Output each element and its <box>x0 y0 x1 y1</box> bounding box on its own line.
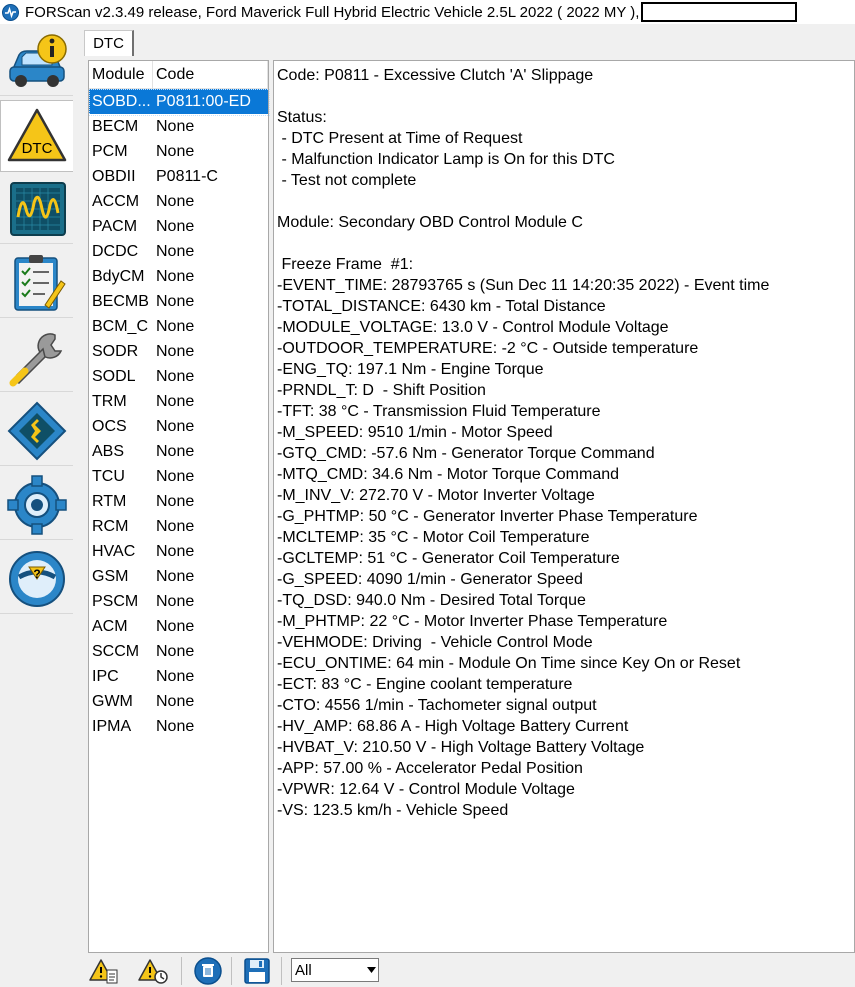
detail-line: -ECU_ONTIME: 64 min - Module On Time since Key On or Reset <box>277 655 741 672</box>
module-name-cell: IPC <box>92 667 119 685</box>
module-row[interactable] <box>89 239 268 264</box>
module-name-cell: BCM_C <box>92 317 149 335</box>
module-row[interactable] <box>89 289 268 314</box>
clear-dtc-button[interactable] <box>138 957 168 985</box>
module-row[interactable] <box>89 264 268 289</box>
oscilloscope-icon <box>5 179 69 239</box>
module-name-cell: PSCM <box>92 592 139 610</box>
detail-line: -M_SPEED: 9510 1/min - Motor Speed <box>277 424 553 441</box>
module-row[interactable] <box>89 339 268 364</box>
detail-line: - DTC Present at Time of Request <box>277 130 523 147</box>
detail-line: Code: P0811 - Excessive Clutch 'A' Slippage <box>277 67 594 84</box>
detail-line: -MTQ_CMD: 34.6 Nm - Motor Torque Command <box>277 466 620 483</box>
bottom-toolbar <box>73 953 855 987</box>
module-name-cell: DCDC <box>92 242 139 260</box>
dtc-code-cell: None <box>156 117 195 135</box>
detail-line: -HVBAT_V: 210.50 V - High Voltage Battery Voltage <box>277 739 645 756</box>
floppy-disk-icon <box>243 957 271 985</box>
dtc-filter-select[interactable] <box>291 958 379 982</box>
module-row[interactable] <box>89 664 268 689</box>
module-name-cell: GSM <box>92 567 129 585</box>
dtc-code-cell: None <box>156 217 195 235</box>
detail-line: -PRNDL_T: D - Shift Position <box>277 382 486 399</box>
erase-icon <box>193 957 223 985</box>
detail-line: -TOTAL_DISTANCE: 6430 km - Total Distance <box>277 298 606 315</box>
detail-line: -HV_AMP: 68.86 A - High Voltage Battery Current <box>277 718 629 735</box>
module-row[interactable] <box>89 314 268 339</box>
tab-dtc[interactable]: DTC <box>84 30 134 56</box>
dtc-code-cell: None <box>156 367 195 385</box>
detail-line: -GCLTEMP: 51 °C - Generator Coil Temperature <box>277 550 620 567</box>
toolbar-separator <box>181 957 182 985</box>
warning-document-icon <box>89 958 119 984</box>
dtc-code-cell: None <box>156 267 195 285</box>
dtc-details-panel <box>273 60 855 953</box>
dtc-code-cell: None <box>156 442 195 460</box>
dtc-code-cell: None <box>156 467 195 485</box>
module-name-cell: ABS <box>92 442 125 460</box>
dtc-warning-icon <box>5 106 69 166</box>
nav-tests-button[interactable] <box>0 248 73 318</box>
module-name-cell: BECM <box>92 117 139 135</box>
detail-line <box>277 233 854 254</box>
module-row[interactable] <box>89 514 268 539</box>
nav-dtc-button[interactable] <box>0 100 73 172</box>
module-name-cell: SODR <box>92 342 139 360</box>
module-list-header <box>89 61 268 89</box>
car-info-icon <box>5 31 69 91</box>
nav-configuration-button[interactable] <box>0 396 73 466</box>
detail-line <box>277 86 854 107</box>
module-name-cell: SOBD... <box>92 92 151 110</box>
detail-line: -OUTDOOR_TEMPERATURE: -2 °C - Outside temperature <box>277 340 699 357</box>
module-name-cell: OBDII <box>92 167 136 185</box>
dtc-code-cell: None <box>156 642 195 660</box>
detail-line: Status: <box>277 109 327 126</box>
window-title: FORScan v2.3.49 release, Ford Maverick Full Hybrid Electric Vehicle 2.5L 2022 ( 2022 MY ), <box>25 3 640 21</box>
dtc-code-cell: None <box>156 567 195 585</box>
module-name-cell: GWM <box>92 692 133 710</box>
dtc-code-cell: None <box>156 142 195 160</box>
column-header-module[interactable]: Module <box>89 61 153 89</box>
detail-line: -GTQ_CMD: -57.6 Nm - Generator Torque Command <box>277 445 655 462</box>
dtc-code-cell: None <box>156 192 195 210</box>
left-toolbar <box>0 24 73 987</box>
detail-line: -ECT: 83 °C - Engine coolant temperature <box>277 676 573 693</box>
dtc-code-cell: P0811-C <box>156 167 218 185</box>
redacted-vin-box <box>641 2 797 22</box>
module-row[interactable] <box>89 714 268 739</box>
dtc-code-cell: None <box>156 542 195 560</box>
detail-line: Freeze Frame #1: <box>277 256 414 273</box>
module-row[interactable] <box>89 689 268 714</box>
dtc-icon-label: DTC <box>21 140 53 157</box>
toolbar-separator <box>231 957 232 985</box>
title-bar <box>0 0 855 24</box>
module-row[interactable] <box>89 114 268 139</box>
save-button[interactable] <box>242 957 272 985</box>
module-row[interactable] <box>89 164 268 189</box>
dtc-code-cell: None <box>156 417 195 435</box>
module-row[interactable] <box>89 539 268 564</box>
nav-settings-button[interactable] <box>0 470 73 540</box>
module-name-cell: ACM <box>92 617 128 635</box>
help-icon <box>5 549 69 609</box>
erase-button[interactable] <box>193 957 223 985</box>
module-row[interactable] <box>89 639 268 664</box>
detail-line: -CTO: 4556 1/min - Tachometer signal output <box>277 697 597 714</box>
detail-line: -G_SPEED: 4090 1/min - Generator Speed <box>277 571 583 588</box>
module-list[interactable] <box>88 60 269 953</box>
detail-line: -TFT: 38 °C - Transmission Fluid Temperature <box>277 403 601 420</box>
dtc-code-cell: None <box>156 342 195 360</box>
module-name-cell: ACCM <box>92 192 140 210</box>
detail-line <box>277 191 854 212</box>
detail-line: -VS: 123.5 km/h - Vehicle Speed <box>277 802 509 819</box>
module-name-cell: PACM <box>92 217 138 235</box>
detail-line: -ENG_TQ: 197.1 Nm - Engine Torque <box>277 361 544 378</box>
module-row[interactable] <box>89 464 268 489</box>
module-row[interactable] <box>89 414 268 439</box>
module-name-cell: BdyCM <box>92 267 145 285</box>
warning-clear-icon <box>138 958 168 984</box>
detail-line: -APP: 57.00 % - Accelerator Pedal Position <box>277 760 583 777</box>
detail-line: -MCLTEMP: 35 °C - Motor Coil Temperature <box>277 529 590 546</box>
nav-help-button[interactable] <box>0 544 73 614</box>
module-row[interactable] <box>89 614 268 639</box>
dtc-code-cell: None <box>156 492 195 510</box>
detail-line: - Malfunction Indicator Lamp is On for this DTC <box>277 151 615 168</box>
detail-line: -G_PHTMP: 50 °C - Generator Inverter Phase Temperature <box>277 508 698 525</box>
module-row[interactable] <box>89 189 268 214</box>
dtc-filter-value: All <box>295 961 312 979</box>
module-row[interactable] <box>89 89 268 114</box>
module-name-cell: TRM <box>92 392 127 410</box>
detail-line: -VPWR: 12.64 V - Control Module Voltage <box>277 781 575 798</box>
detail-line: -EVENT_TIME: 28793765 s (Sun Dec 11 14:20:35 2022) - Event time <box>277 277 770 294</box>
module-row[interactable] <box>89 589 268 614</box>
forscan-app-icon <box>2 4 19 21</box>
dtc-code-cell: None <box>156 392 195 410</box>
chevron-down-icon[interactable] <box>364 959 378 981</box>
module-row[interactable] <box>89 439 268 464</box>
detail-line: -M_INV_V: 272.70 V - Motor Inverter Voltage <box>277 487 595 504</box>
module-name-cell: RCM <box>92 517 129 535</box>
dtc-code-cell: None <box>156 292 195 310</box>
read-dtc-button[interactable] <box>89 957 119 985</box>
wrench-icon <box>5 327 69 387</box>
dtc-code-cell: None <box>156 592 195 610</box>
dtc-code-cell: None <box>156 717 195 735</box>
nav-service-button[interactable] <box>0 322 73 392</box>
help-icon-label: ? <box>32 566 41 581</box>
module-name-cell: TCU <box>92 467 125 485</box>
checklist-icon <box>5 253 69 313</box>
dtc-code-cell: None <box>156 617 195 635</box>
dtc-code-cell: None <box>156 517 195 535</box>
module-name-cell: PCM <box>92 142 128 160</box>
module-row[interactable] <box>89 564 268 589</box>
module-list-rows <box>89 89 268 739</box>
module-name-cell: BECMB <box>92 292 149 310</box>
dtc-code-cell: None <box>156 317 195 335</box>
nav-vehicle-info-button[interactable] <box>0 26 73 96</box>
dtc-details-text <box>277 65 854 821</box>
tab-strip <box>73 24 855 60</box>
dtc-code-cell: P0811:00-ED <box>156 92 251 110</box>
module-name-cell: SCCM <box>92 642 140 660</box>
toolbar-separator <box>281 957 282 985</box>
dtc-code-cell: None <box>156 242 195 260</box>
gear-icon <box>5 475 69 535</box>
module-name-cell: OCS <box>92 417 127 435</box>
dtc-code-cell: None <box>156 692 195 710</box>
module-row[interactable] <box>89 489 268 514</box>
module-row[interactable] <box>89 364 268 389</box>
nav-oscilloscope-button[interactable] <box>0 174 73 244</box>
detail-line: Module: Secondary OBD Control Module C <box>277 214 583 231</box>
detail-line: -MODULE_VOLTAGE: 13.0 V - Control Module Voltage <box>277 319 669 336</box>
module-name-cell: RTM <box>92 492 127 510</box>
detail-line: - Test not complete <box>277 172 417 189</box>
detail-line: -VEHMODE: Driving - Vehicle Control Mode <box>277 634 593 651</box>
module-name-cell: HVAC <box>92 542 136 560</box>
module-row[interactable] <box>89 389 268 414</box>
detail-line: -TQ_DSD: 940.0 Nm - Desired Total Torque <box>277 592 586 609</box>
module-row[interactable] <box>89 214 268 239</box>
detail-line: -M_PHTMP: 22 °C - Motor Inverter Phase Temperature <box>277 613 668 630</box>
module-name-cell: IPMA <box>92 717 132 735</box>
dtc-code-cell: None <box>156 667 195 685</box>
module-row[interactable] <box>89 139 268 164</box>
module-name-cell: SODL <box>92 367 136 385</box>
chip-icon <box>5 401 69 461</box>
column-header-code[interactable]: Code <box>153 61 268 89</box>
